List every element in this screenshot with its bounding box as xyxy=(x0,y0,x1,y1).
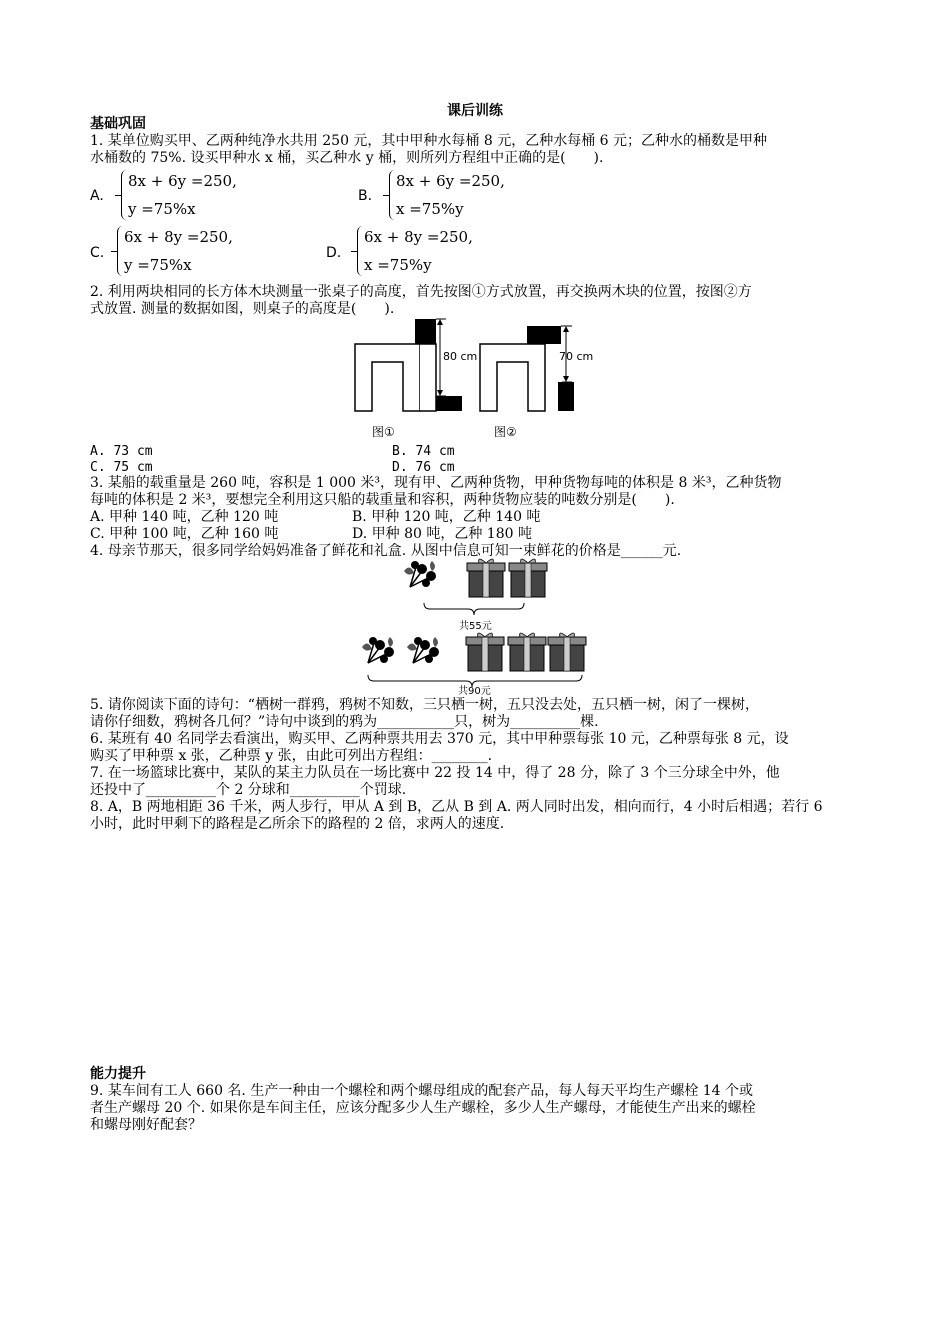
q3-option-a[interactable]: A. 甲种 140 吨，乙种 120 吨 xyxy=(90,509,279,525)
row2-total: 共90元 xyxy=(458,686,491,695)
q5-text-line2: 请你仔细数，鸦树各几何？”诗句中谈到的鸦为___________只，树为__________棵. xyxy=(90,714,599,730)
equation-1: 8x + 6y =250, xyxy=(396,172,505,190)
option-label: A. xyxy=(90,188,104,204)
option-label: D. xyxy=(326,245,342,261)
q2-option-c[interactable]: C. 75 cm xyxy=(90,460,153,475)
figure-1-label: 图① xyxy=(372,425,395,439)
equation-1: 6x + 8y =250, xyxy=(124,228,233,246)
flower-icon xyxy=(362,637,394,663)
section-header-advanced: 能力提升 xyxy=(90,1066,146,1082)
brace-icon xyxy=(121,170,128,220)
figure-1-table xyxy=(355,319,462,411)
q1-text-line2: 水桶数的 75%. 设买甲种水 x 桶，买乙种水 y 桶，则所列方程组中正确的是( ). xyxy=(90,150,604,166)
brace-icon xyxy=(389,170,396,220)
q9-text-line1: 9. 某车间有工人 660 名. 生产一种由一个螺栓和两个螺母组成的配套产品，每人每天平均生产螺栓 14 个或 xyxy=(90,1083,754,1099)
q2-option-b[interactable]: B. 74 cm xyxy=(392,444,455,459)
gift-box-icon xyxy=(548,633,586,671)
q7-text-line2: 还投中了__________个 2 分球和__________个罚球. xyxy=(90,782,407,798)
equation-2: y =75%x xyxy=(124,256,192,274)
equation-2: x =75%y xyxy=(396,200,464,218)
q9-text-line3: 和螺母刚好配套？ xyxy=(90,1117,202,1133)
equation-1: 6x + 8y =250, xyxy=(364,228,473,246)
q2-option-d[interactable]: D. 76 cm xyxy=(392,460,455,475)
q3-option-c[interactable]: C. 甲种 100 吨，乙种 160 吨 xyxy=(90,526,279,542)
equation-2: y =75%x xyxy=(128,200,196,218)
gift-box-icon xyxy=(508,633,546,671)
gift-box-icon xyxy=(467,559,505,597)
brace-icon xyxy=(357,226,364,276)
q8-text-line1: 8. A，B 两地相距 36 千米，两人步行，甲从 A 到 B，乙从 B 到 A. 两人同时出发，相向而行，4 小时后相遇；若行 6 xyxy=(90,799,823,815)
q3-text-line2: 每吨的体积是 2 米³，要想完全利用这只船的载重量和容积，两种货物应装的吨数分别是( ). xyxy=(90,492,675,508)
q8-text-line2: 小时，此时甲剩下的路程是乙所余下的路程的 2 倍，求两人的速度. xyxy=(90,816,505,832)
row1-total: 共55元 xyxy=(459,621,492,632)
q3-text-line1: 3. 某船的载重量是 260 吨，容积是 1 000 米³，现有甲、乙两种货物，甲种货物每吨的体积是 8 米³，乙种货物 xyxy=(90,475,782,491)
flower-icon xyxy=(404,561,436,587)
q2-option-a[interactable]: A. 73 cm xyxy=(90,444,153,459)
option-label: C. xyxy=(90,245,105,261)
figure-2-table xyxy=(480,326,574,411)
q2-text-line2: 式放置. 测量的数据如图，则桌子的高度是( ). xyxy=(90,301,395,317)
equation-2: x =75%y xyxy=(364,256,432,274)
flower-icon xyxy=(407,637,439,663)
figure-1-measure: 80 cm xyxy=(443,350,478,363)
equation-1: 8x + 6y =250, xyxy=(128,172,237,190)
page-title: 课后训练 xyxy=(447,103,503,119)
figure-2-label: 图② xyxy=(494,425,517,439)
table-block-figure xyxy=(350,314,610,444)
flowers-gifts-figure xyxy=(350,555,600,695)
q3-option-d[interactable]: D. 甲种 80 吨，乙种 180 吨 xyxy=(352,526,532,542)
q6-text-line2: 购买了甲种票 x 张，乙种票 y 张，由此可列出方程组：________. xyxy=(90,748,493,764)
section-header-basic: 基础巩固 xyxy=(90,116,146,132)
gift-box-icon xyxy=(509,559,547,597)
q9-text-line2: 者生产螺母 20 个. 如果你是车间主任，应该分配多少人生产螺栓，多少人生产螺母，才能使生产出来的螺栓 xyxy=(90,1100,756,1116)
q3-option-b[interactable]: B. 甲种 120 吨，乙种 140 吨 xyxy=(352,509,541,525)
q2-text-line1: 2. 利用两块相同的长方体木块测量一张桌子的高度，首先按图①方式放置，再交换两木块的位置，按图②方 xyxy=(90,284,752,300)
q6-text-line1: 6. 某班有 40 名同学去看演出，购买甲、乙两种票共用去 370 元，其中甲种票每张 10 元，乙种票每张 8 元，设 xyxy=(90,731,789,747)
option-label: B. xyxy=(358,188,373,204)
q7-text-line1: 7. 在一场篮球比赛中，某队的某主力队员在一场比赛中 22 投 14 中，得了 28 分，除了 3 个三分球全中外，他 xyxy=(90,765,780,781)
brace-icon xyxy=(117,226,124,276)
q5-text-line1: 5. 请你阅读下面的诗句：“栖树一群鸦，鸦树不知数，三只栖一树，五只没去处，五只栖一树，闲了一棵树， xyxy=(90,697,759,713)
q4-text-line1: 4. 母亲节那天，很多同学给妈妈准备了鲜花和礼盒. 从图中信息可知一束鲜花的价格是______元. xyxy=(90,543,682,559)
q1-text-line1: 1. 某单位购买甲、乙两种纯净水共用 250 元，其中甲种水每桶 8 元，乙种水每桶 6 元；乙种水的桶数是甲种 xyxy=(90,133,768,149)
figure-2-measure: 70 cm xyxy=(559,350,594,363)
gift-box-icon xyxy=(466,633,504,671)
